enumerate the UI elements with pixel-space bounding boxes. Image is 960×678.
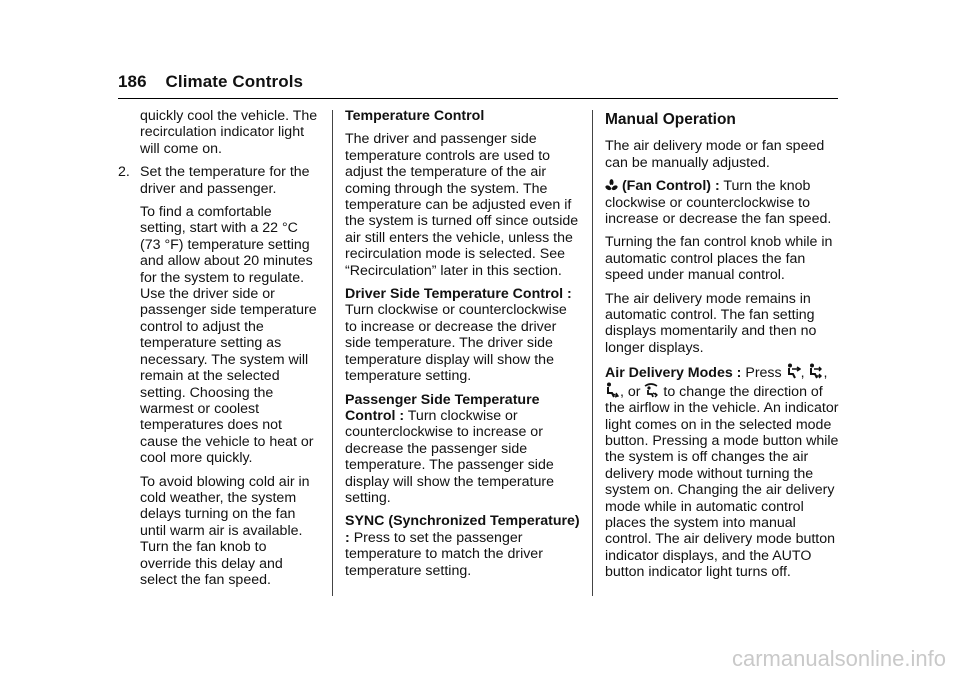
step-text: Set the temperature for the driver and passenger. xyxy=(140,164,310,197)
page-number: 186 xyxy=(118,72,147,91)
header-rule xyxy=(118,98,838,99)
separator: , xyxy=(823,365,828,382)
paragraph: Turning the fan control knob while in automatic control places the fan speed under manual control. xyxy=(605,234,833,284)
paragraph: The air delivery mode remains in automatic control. The fan setting displays momentarily and then no longer displays. xyxy=(605,290,817,356)
step-2 xyxy=(118,164,320,197)
fan-icon xyxy=(605,179,618,192)
column-3 xyxy=(605,108,840,588)
driver-temp-entry xyxy=(345,286,580,384)
entry-text: Turn clockwise or counterclockwise to increase or decrease the driver side temperature. The driver side temperature display will show the temperature setting. xyxy=(345,302,567,385)
watermark: carmanualsonline.info xyxy=(731,646,946,671)
section-title: Climate Controls xyxy=(165,72,304,91)
column-2 xyxy=(345,108,580,586)
or-text: , or xyxy=(620,383,641,400)
entry-text: Press to set the passenger temperature to match the driver temperature setting. xyxy=(345,529,543,579)
press-text: Press xyxy=(745,365,782,382)
paragraph: To avoid blowing cold air in cold weather, the system delays turning on the fan until warm air is available. Turn the fan knob to override this delay and select the fan speed. xyxy=(140,473,310,588)
bilevel-mode-icon xyxy=(808,363,823,379)
floor-defrost-mode-icon xyxy=(644,382,659,398)
sync-entry xyxy=(345,513,580,579)
entry-label: (Fan Control) : xyxy=(621,178,720,195)
manual-operation-heading: Manual Operation xyxy=(605,111,736,128)
step-number: 2. xyxy=(118,164,130,181)
entry-text: Turn clockwise or counterclockwise to increase or decrease the passenger side temperature. The passenger side display will show the temperature setting. xyxy=(345,407,554,506)
entry-label: Passenger Side Temperature Control : xyxy=(345,391,540,424)
separator: , xyxy=(800,365,805,382)
paragraph: quickly cool the vehicle. The recirculation indicator light will come on. xyxy=(140,108,318,157)
entry-text: to change the direction of the airflow in the vehicle. An indicator light comes on in the selected mode button. Pressing a mode button while the system is off changes the air delivery mode without turning the system on. Changing the air delivery mode while in automatic control places the system into manual control. The air delivery mode button indicator displays, and the AUTO button indicator light turns off. xyxy=(605,383,839,581)
paragraph: The driver and passenger side temperature controls are used to adjust the temperature of the air coming through the system. The temperature can be adjusted even if the system is turned off since outside air still enters the vehicle, unless the recirculation mode is selected. See “Recirculation” later in this section. xyxy=(345,131,579,279)
paragraph: The air delivery mode or fan speed can be manually adjusted. xyxy=(605,138,825,171)
vent-mode-icon xyxy=(786,363,801,379)
air-delivery-entry xyxy=(605,363,840,580)
temperature-control-heading: Temperature Control xyxy=(345,108,485,124)
paragraph: To find a comfortable setting, start with a 22 °C (73 °F) temperature setting and allow about 20 minutes for the system to regulate. Use the driver side or passenger side temperature control to adjust the temperature setting as necessary. The system will remain at the selected setting. Choosing the warmest or coolest temperatures does not cause the vehicle to heat or cool more quickly. xyxy=(140,204,317,467)
floor-mode-icon xyxy=(605,382,620,398)
column-1 xyxy=(118,108,320,595)
page-header xyxy=(118,72,303,92)
entry-label: SYNC (Synchronized Temperature) : xyxy=(345,513,580,546)
entry-label: Driver Side Temperature Control : xyxy=(345,286,572,303)
column-divider-1 xyxy=(332,110,333,596)
passenger-temp-entry xyxy=(345,392,580,507)
entry-label: Air Delivery Modes : xyxy=(605,365,742,382)
fan-control-entry xyxy=(605,178,840,227)
column-divider-2 xyxy=(592,110,593,596)
entry-text: Turn the knob clockwise or counterclockwise to increase or decrease the fan speed. xyxy=(605,178,832,228)
